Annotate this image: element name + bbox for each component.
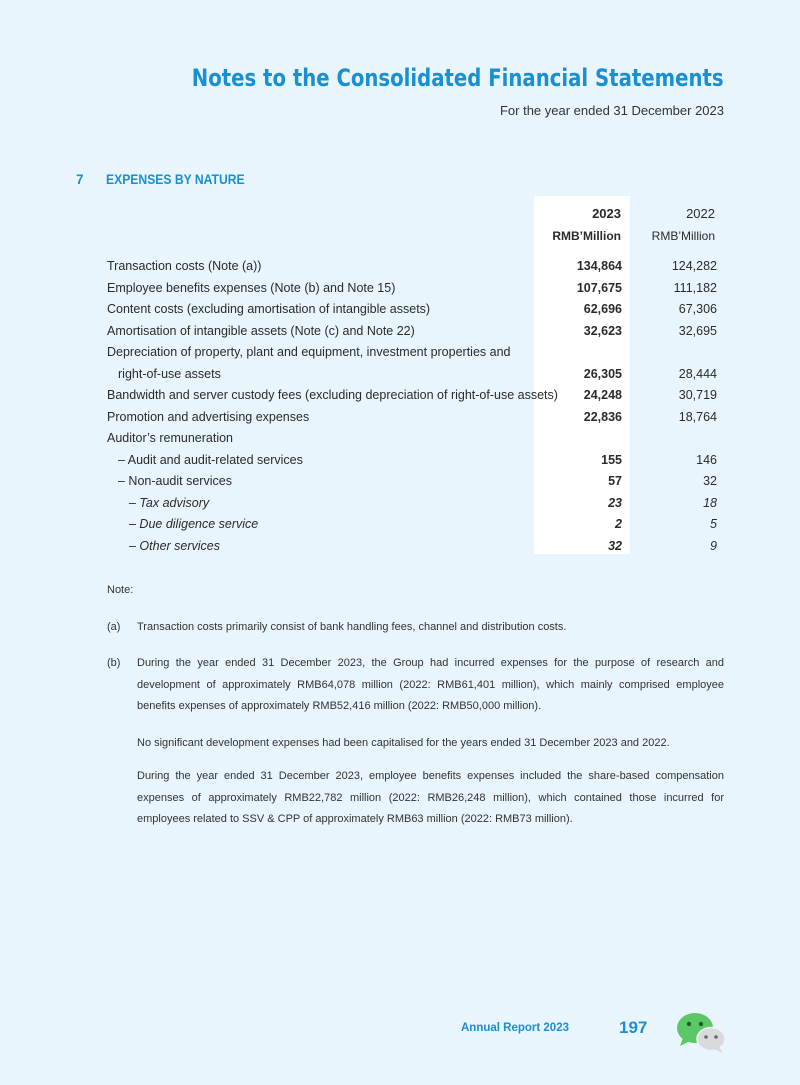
row-label: Transaction costs (Note (a)) (107, 259, 262, 273)
row-value-2023: 155 (601, 453, 622, 467)
row-value-2023: 57 (608, 474, 622, 488)
row-value-2023: 62,696 (583, 302, 622, 316)
row-value-2023: 134,864 (576, 259, 622, 273)
note-b-paragraph-1: During the year ended 31 December 2023, the Group had incurred expenses for the purpose of research and development of approximately RMB64,078 million (2022: RMB61,401 million), which mainly comprised employee benefits expenses of approximately RMB52,416 million (2022: RMB50,000 million). (137, 657, 724, 712)
row-label: – Audit and audit-related services (118, 453, 303, 467)
column-unit-2023: RMB’Million (552, 229, 621, 243)
column-unit-2022: RMB’Million (651, 229, 715, 243)
note-b-cont-2 (107, 766, 724, 831)
row-value-2023: 22,836 (583, 410, 622, 424)
column-year-2022: 2022 (686, 206, 715, 221)
row-value-2022: 30,719 (678, 388, 717, 402)
row-value-2023: 32,623 (583, 324, 622, 338)
row-label: right-of-use assets (118, 367, 221, 381)
row-value-2023: 23 (608, 496, 622, 510)
row-value-2022: 32 (703, 474, 717, 488)
table-row (107, 385, 717, 406)
row-value-2022: 5 (710, 517, 717, 531)
row-value-2022: 9 (710, 539, 717, 553)
table-row (107, 428, 717, 449)
table-row (107, 493, 717, 514)
column-year-2023: 2023 (592, 206, 621, 221)
table-row (107, 514, 717, 535)
table-row (107, 471, 717, 492)
note-b (107, 653, 724, 718)
note-a-tag: (a) (107, 621, 121, 633)
table-row (107, 256, 717, 277)
notes-heading: Note: (107, 584, 134, 596)
row-label: – Non-audit services (118, 474, 232, 488)
row-value-2023: 24,248 (583, 388, 622, 402)
section-title: EXPENSES BY NATURE (106, 172, 245, 187)
row-label: Depreciation of property, plant and equipment, investment properties and (107, 345, 511, 359)
row-label: Promotion and advertising expenses (107, 410, 310, 424)
table-row (107, 407, 717, 428)
row-value-2022: 28,444 (678, 367, 717, 381)
note-a-text: Transaction costs primarily consist of bank handling fees, channel and distribution costs. (137, 621, 567, 633)
row-value-2022: 32,695 (678, 324, 717, 338)
table-row (107, 450, 717, 471)
row-label: Auditor’s remuneration (107, 431, 233, 445)
table-row (107, 342, 717, 363)
row-value-2022: 146 (696, 453, 717, 467)
row-label: Content costs (excluding amortisation of intangible assets) (107, 302, 431, 316)
row-label: Bandwidth and server custody fees (excluding depreciation of right-of-use assets) (107, 388, 558, 402)
row-value-2023: 32 (608, 539, 622, 553)
note-b-tag: (b) (107, 657, 121, 669)
row-value-2023: 2 (615, 517, 622, 531)
page-subtitle: For the year ended 31 December 2023 (499, 103, 724, 118)
row-value-2022: 111,182 (673, 281, 717, 295)
row-value-2023: 26,305 (583, 367, 622, 381)
section-heading (76, 172, 260, 187)
row-label: – Other services (129, 539, 221, 553)
table-row (107, 299, 717, 320)
row-value-2022: 18,764 (678, 410, 717, 424)
row-label: Amortisation of intangible assets (Note (c) and Note 22) (107, 324, 415, 338)
row-label: – Tax advisory (129, 496, 210, 510)
row-label: Employee benefits expenses (Note (b) and Note 15) (107, 281, 396, 295)
note-b-paragraph-2: No significant development expenses had been capitalised for the years ended 31 December 2023 and 2022. (137, 737, 670, 749)
section-number: 7 (76, 172, 84, 187)
row-label: – Due diligence service (129, 517, 259, 531)
row-value-2023: 107,675 (576, 281, 622, 295)
note-b-paragraph-3: During the year ended 31 December 2023, employee benefits expenses included the share-based compensation expenses of approximately RMB22,782 million (2022: RMB26,248 million), which contained those incurred for employees related to SSV & CPP of approximately RMB63 million (2022: RMB73 million). (137, 770, 724, 825)
row-value-2022: 124,282 (671, 259, 717, 273)
wechat-logo-icon (675, 1010, 727, 1054)
note-b-cont-1 (107, 733, 724, 755)
row-value-2022: 18 (703, 496, 717, 510)
page-title: Notes to the Consolidated Financial Statements (192, 64, 724, 92)
table-row (107, 364, 717, 385)
footer-report-title: Annual Report 2023 (461, 1022, 569, 1034)
page-number: 197 (619, 1018, 648, 1037)
table-row (107, 321, 717, 342)
table-row (107, 536, 717, 557)
note-a (107, 617, 724, 639)
table-row (107, 278, 717, 299)
row-value-2022: 67,306 (678, 302, 717, 316)
